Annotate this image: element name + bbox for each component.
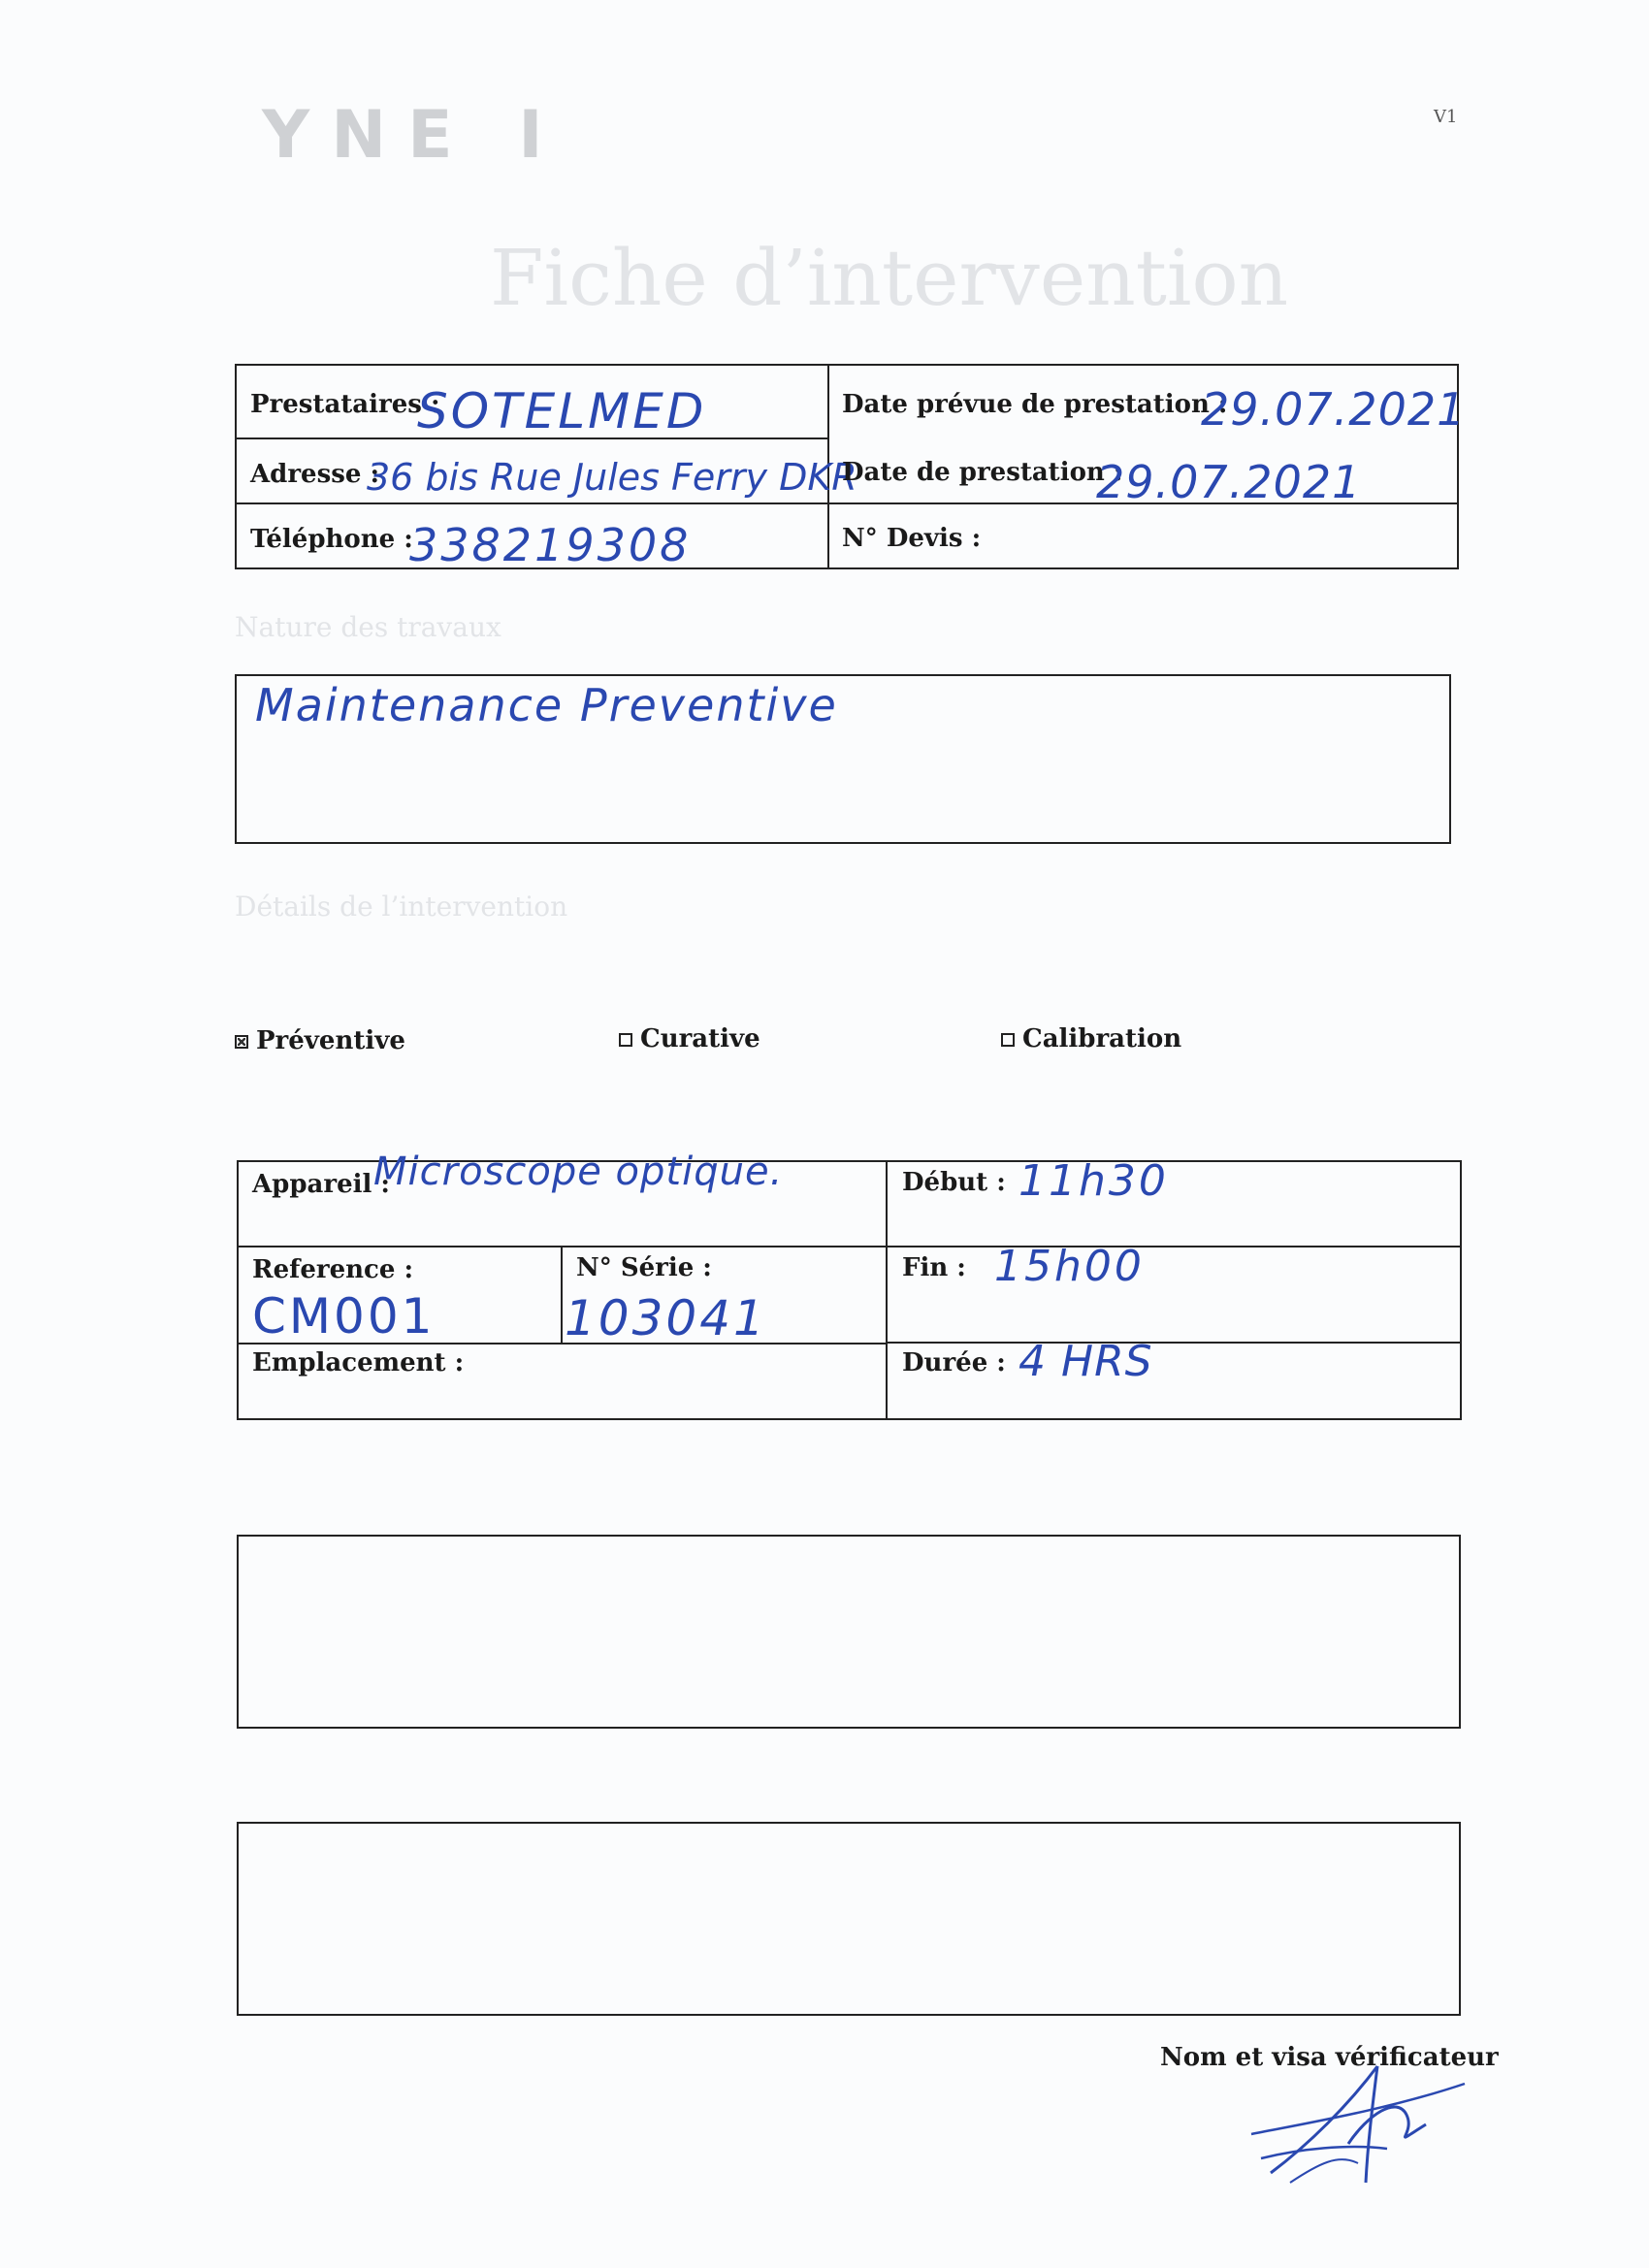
checkbox-calibration[interactable]: [1001, 1033, 1015, 1047]
nature-value: Maintenance Preventive: [255, 679, 838, 731]
nature-heading: Nature des travaux: [235, 611, 501, 643]
company-logo: YNE I: [262, 97, 565, 174]
page-title: Fiche d’intervention: [490, 233, 1289, 323]
date-prestation-label: Date de prestation :: [842, 458, 1123, 487]
date-prestation-value: 29.07.2021: [1096, 456, 1362, 508]
prestataires-label: Prestataires :: [250, 390, 440, 419]
option-calibration-label: Calibration: [1022, 1024, 1182, 1053]
checkbox-curative[interactable]: [619, 1033, 632, 1047]
adresse-value: 36 bis Rue Jules Ferry DKR: [367, 456, 857, 499]
fin-label: Fin :: [902, 1253, 966, 1282]
date-prevue-value: 29.07.2021: [1201, 383, 1467, 436]
emplacement-label: Emplacement :: [252, 1348, 465, 1377]
option-preventive-label: Préventive: [256, 1026, 405, 1055]
devis-label: N° Devis :: [842, 524, 982, 553]
version-label: V1: [1434, 107, 1458, 127]
option-curative[interactable]: [619, 1024, 760, 1053]
telephone-label: Téléphone :: [250, 525, 413, 554]
adresse-label: Adresse :: [250, 460, 380, 489]
verifier-label: Nom et visa vérificateur: [1160, 2043, 1499, 2072]
duree-value: 4 HRS: [1018, 1337, 1153, 1386]
serie-label: N° Série :: [576, 1253, 712, 1282]
debut-value: 11h30: [1018, 1156, 1169, 1206]
signature-image: [1242, 2057, 1474, 2192]
reference-label: Reference :: [252, 1255, 414, 1284]
option-curative-label: Curative: [640, 1024, 760, 1053]
fin-value: 15h00: [994, 1242, 1145, 1291]
reference-value: CM001: [252, 1288, 436, 1345]
comments-box: [237, 1822, 1461, 2016]
appareil-label: Appareil :: [252, 1170, 391, 1199]
debut-label: Début :: [902, 1168, 1006, 1197]
prestataires-value: SOTELMED: [417, 383, 707, 439]
option-preventive[interactable]: [235, 1026, 405, 1055]
duree-label: Durée :: [902, 1348, 1006, 1377]
serie-value: 103041: [565, 1290, 767, 1346]
details-heading: Détails de l’intervention: [235, 891, 568, 923]
observations-box: [237, 1535, 1461, 1729]
telephone-value: 338219308: [409, 519, 692, 571]
date-prevue-label: Date prévue de prestation :: [842, 390, 1228, 419]
appareil-value: Microscope optique.: [373, 1150, 784, 1194]
option-calibration[interactable]: [1001, 1024, 1181, 1053]
checkbox-preventive[interactable]: [235, 1035, 248, 1049]
